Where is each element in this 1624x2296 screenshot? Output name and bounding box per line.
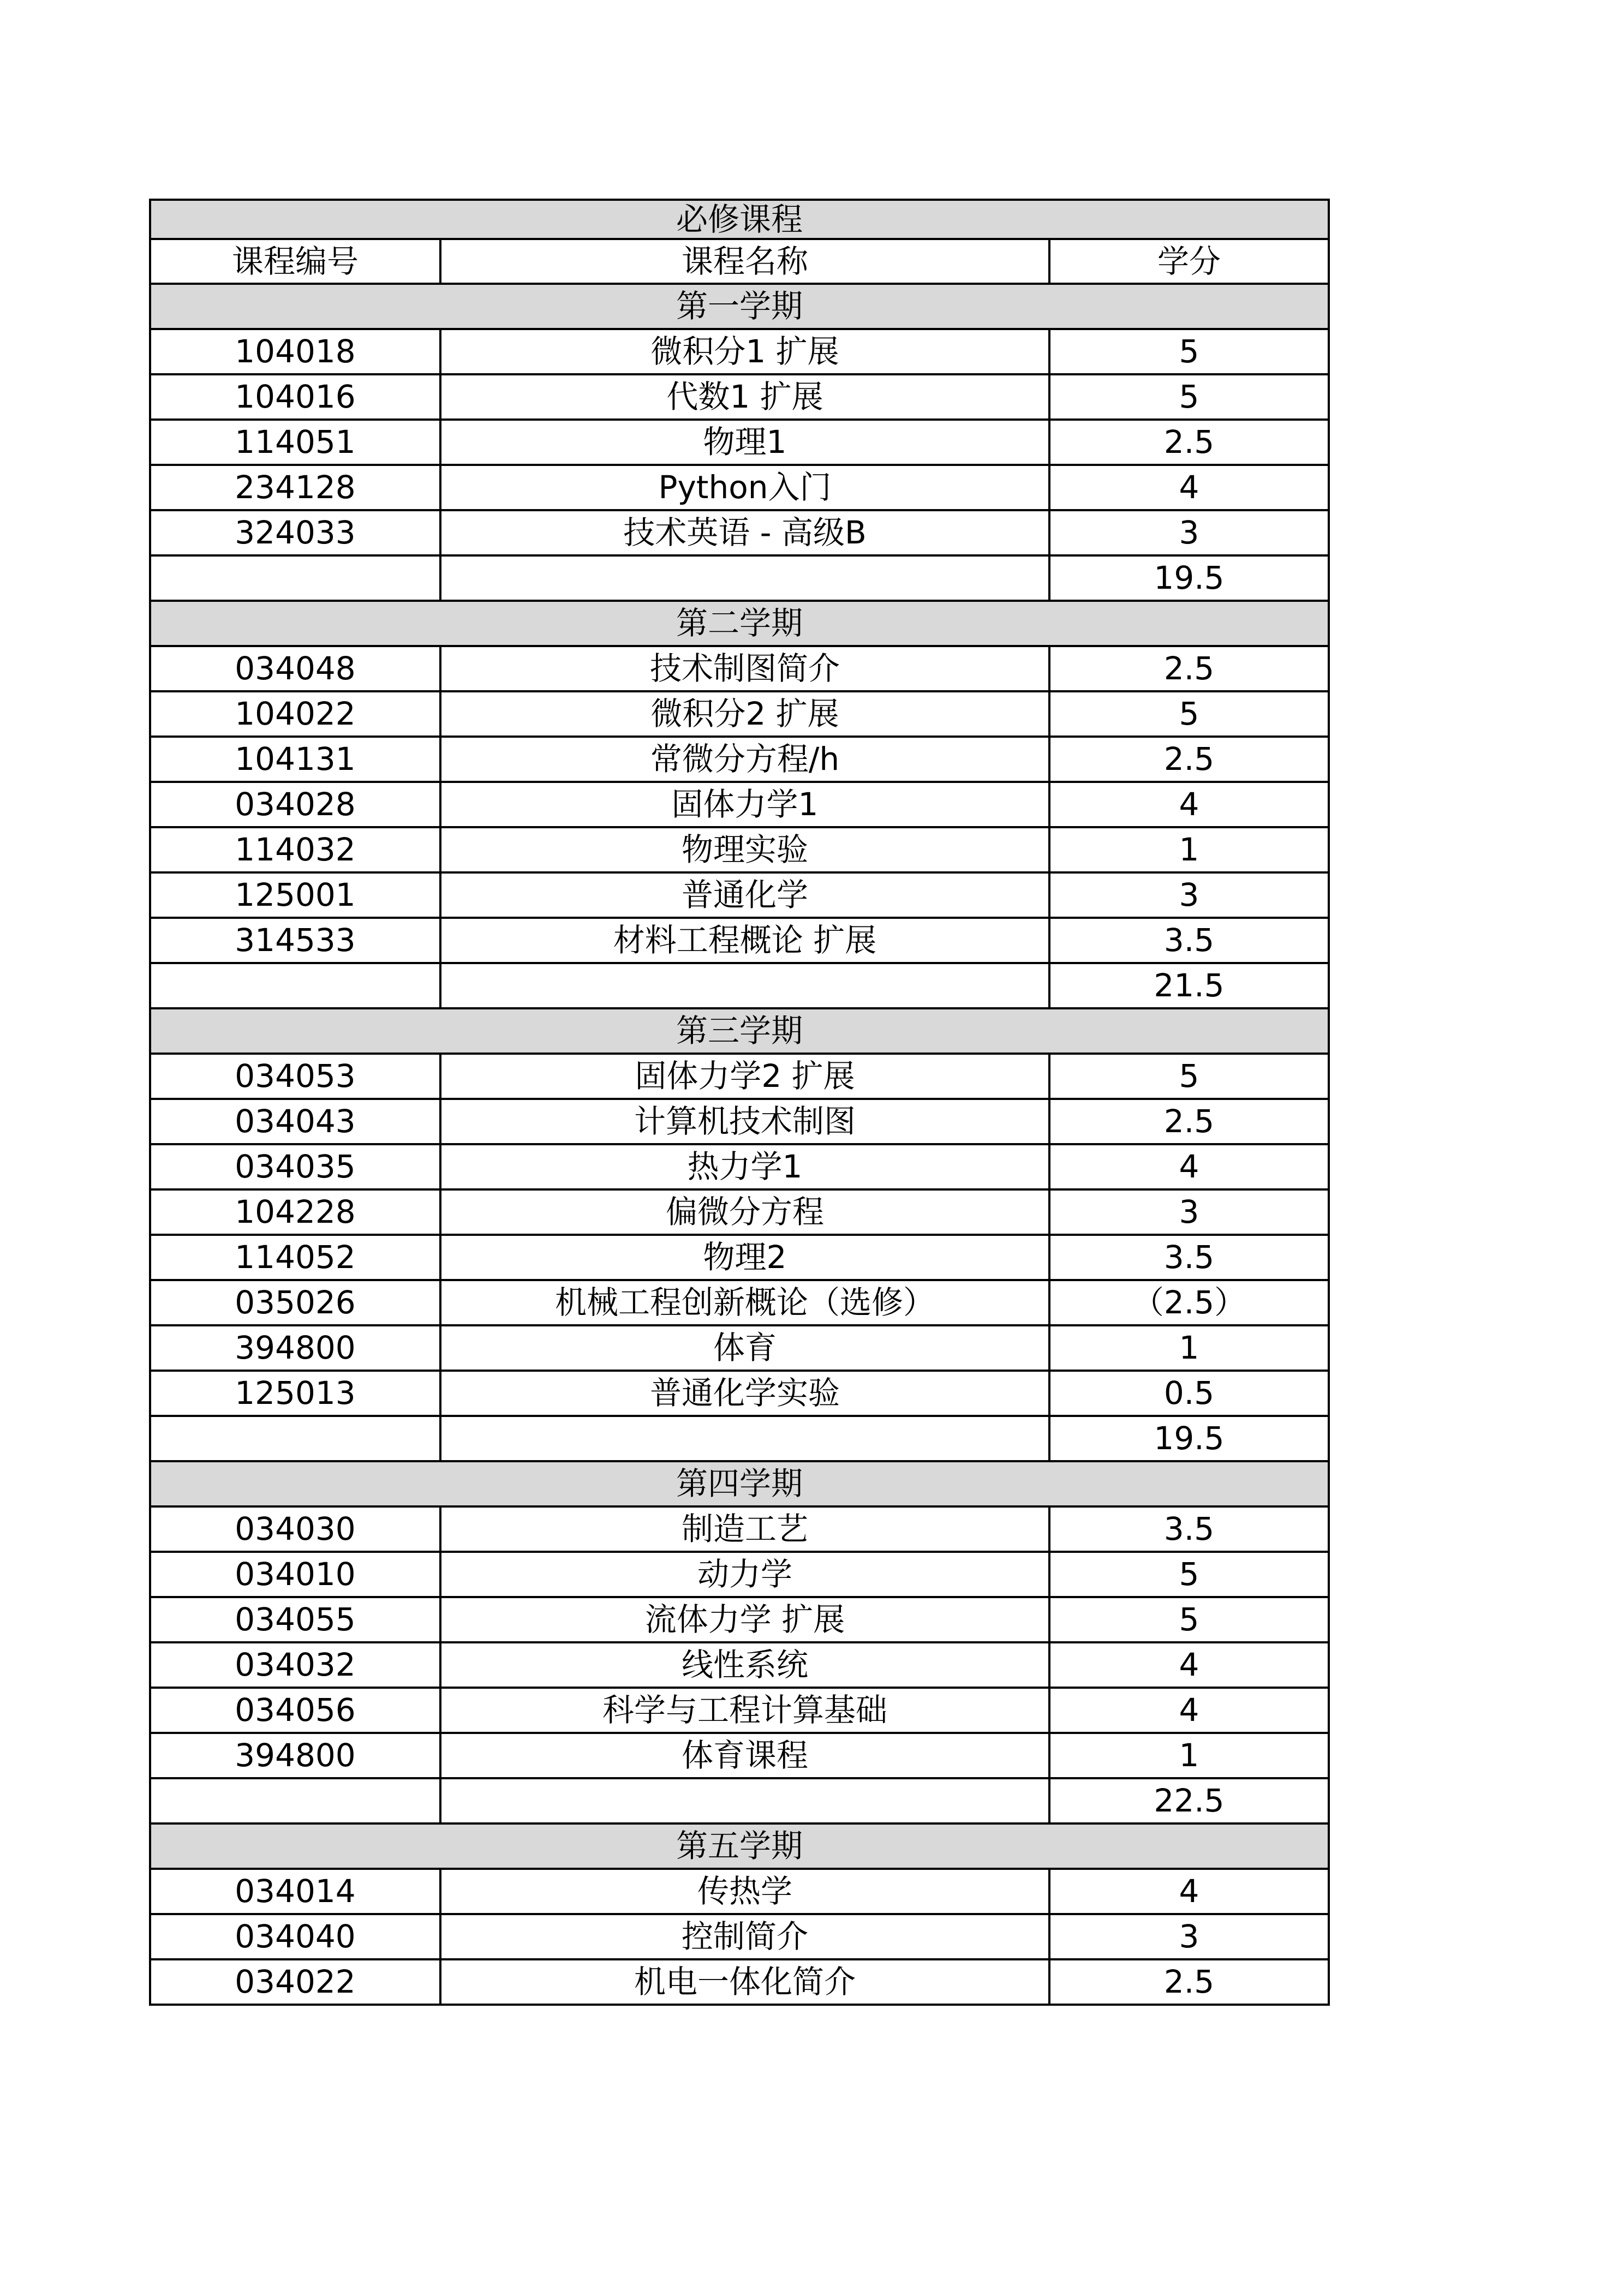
course-name: 体育	[440, 1325, 1049, 1371]
credits: 1	[1049, 1325, 1329, 1371]
table-row	[150, 1733, 1329, 1778]
course-name: 技术制图简介	[440, 646, 1049, 691]
table-row	[150, 1959, 1329, 2005]
credits: 5	[1049, 691, 1329, 737]
semester-header-row	[150, 284, 1329, 329]
course-name: 物理1	[440, 420, 1049, 465]
course-code: 314533	[150, 918, 440, 963]
course-name: 体育课程	[440, 1733, 1049, 1778]
credits: 2.5	[1049, 1099, 1329, 1144]
table-row	[150, 1280, 1329, 1325]
table-row	[150, 1099, 1329, 1144]
table-row	[150, 1235, 1329, 1280]
semester-total-row	[150, 963, 1329, 1008]
course-table-body	[150, 200, 1329, 2005]
semester-name: 第五学期	[150, 1823, 1329, 1869]
semester-total-credits: 21.5	[1049, 963, 1329, 1008]
header-course-name: 课程名称	[440, 239, 1049, 284]
table-row	[150, 1869, 1329, 1914]
course-name: 制造工艺	[440, 1506, 1049, 1552]
credits: 3	[1049, 1914, 1329, 1959]
course-name: 代数1 扩展	[440, 374, 1049, 420]
semester-name: 第四学期	[150, 1461, 1329, 1506]
credits: 3	[1049, 872, 1329, 918]
empty-cell	[440, 555, 1049, 601]
table-row	[150, 918, 1329, 963]
empty-cell	[150, 963, 440, 1008]
course-code: 104016	[150, 374, 440, 420]
credits: 5	[1049, 1054, 1329, 1099]
table-row	[150, 691, 1329, 737]
course-name: 控制简介	[440, 1914, 1049, 1959]
table-title-row	[150, 200, 1329, 239]
course-name: 计算机技术制图	[440, 1099, 1049, 1144]
credits: 5	[1049, 329, 1329, 374]
course-code: 034040	[150, 1914, 440, 1959]
course-name: 固体力学2 扩展	[440, 1054, 1049, 1099]
table-row	[150, 1325, 1329, 1371]
credits: 1	[1049, 827, 1329, 872]
credits: 1	[1049, 1733, 1329, 1778]
course-code: 114052	[150, 1235, 440, 1280]
course-name: 常微分方程/h	[440, 737, 1049, 782]
table-title: 必修课程	[150, 200, 1329, 239]
course-name: 普通化学	[440, 872, 1049, 918]
table-row	[150, 1642, 1329, 1688]
course-table	[149, 199, 1330, 2006]
credits: 4	[1049, 782, 1329, 827]
credits: 0.5	[1049, 1371, 1329, 1416]
table-row	[150, 329, 1329, 374]
empty-cell	[440, 1778, 1049, 1823]
table-row	[150, 1914, 1329, 1959]
semester-name: 第三学期	[150, 1008, 1329, 1054]
semester-total-credits: 22.5	[1049, 1778, 1329, 1823]
header-course-code: 课程编号	[150, 239, 440, 284]
table-row	[150, 1552, 1329, 1597]
table-row	[150, 1688, 1329, 1733]
course-code: 034032	[150, 1642, 440, 1688]
credits: 5	[1049, 374, 1329, 420]
semester-total-row	[150, 1416, 1329, 1461]
course-name: 材料工程概论 扩展	[440, 918, 1049, 963]
table-row	[150, 510, 1329, 555]
credits: 4	[1049, 1869, 1329, 1914]
course-code: 034022	[150, 1959, 440, 2005]
table-row	[150, 646, 1329, 691]
empty-cell	[440, 1416, 1049, 1461]
course-code: 324033	[150, 510, 440, 555]
credits: 4	[1049, 1144, 1329, 1189]
course-code: 104131	[150, 737, 440, 782]
credits: 5	[1049, 1597, 1329, 1642]
course-code: 034014	[150, 1869, 440, 1914]
course-code: 394800	[150, 1733, 440, 1778]
course-code: 034043	[150, 1099, 440, 1144]
credits: 4	[1049, 1688, 1329, 1733]
course-name: 流体力学 扩展	[440, 1597, 1049, 1642]
course-name: 动力学	[440, 1552, 1049, 1597]
course-code: 034056	[150, 1688, 440, 1733]
credits: 2.5	[1049, 646, 1329, 691]
semester-header-row	[150, 1008, 1329, 1054]
course-name: 微积分2 扩展	[440, 691, 1049, 737]
credits: 2.5	[1049, 1959, 1329, 2005]
credits: 3	[1049, 1189, 1329, 1235]
table-row	[150, 872, 1329, 918]
course-name: 技术英语 - 高级B	[440, 510, 1049, 555]
course-code: 034035	[150, 1144, 440, 1189]
course-code: 034053	[150, 1054, 440, 1099]
semester-name: 第一学期	[150, 284, 1329, 329]
course-name: 固体力学1	[440, 782, 1049, 827]
course-code: 234128	[150, 465, 440, 510]
course-name: 微积分1 扩展	[440, 329, 1049, 374]
empty-cell	[150, 555, 440, 601]
course-name: 线性系统	[440, 1642, 1049, 1688]
course-code: 034030	[150, 1506, 440, 1552]
credits: （2.5）	[1049, 1280, 1329, 1325]
table-row	[150, 827, 1329, 872]
credits: 3.5	[1049, 918, 1329, 963]
semester-total-row	[150, 1778, 1329, 1823]
course-code: 125013	[150, 1371, 440, 1416]
table-row	[150, 374, 1329, 420]
credits: 2.5	[1049, 420, 1329, 465]
course-code: 125001	[150, 872, 440, 918]
semester-total-row	[150, 555, 1329, 601]
course-code: 034010	[150, 1552, 440, 1597]
course-name: 传热学	[440, 1869, 1049, 1914]
course-code: 114051	[150, 420, 440, 465]
course-code: 104018	[150, 329, 440, 374]
empty-cell	[150, 1416, 440, 1461]
credits: 4	[1049, 465, 1329, 510]
table-row	[150, 1506, 1329, 1552]
credits: 2.5	[1049, 737, 1329, 782]
semester-total-credits: 19.5	[1049, 1416, 1329, 1461]
credits: 4	[1049, 1642, 1329, 1688]
course-code: 034055	[150, 1597, 440, 1642]
credits: 5	[1049, 1552, 1329, 1597]
semester-header-row	[150, 601, 1329, 646]
course-name: 物理2	[440, 1235, 1049, 1280]
course-name: 物理实验	[440, 827, 1049, 872]
table-row	[150, 737, 1329, 782]
credits: 3.5	[1049, 1506, 1329, 1552]
course-code: 394800	[150, 1325, 440, 1371]
table-row	[150, 465, 1329, 510]
table-row	[150, 1597, 1329, 1642]
course-name: 热力学1	[440, 1144, 1049, 1189]
course-name: Python入门	[440, 465, 1049, 510]
course-code: 114032	[150, 827, 440, 872]
header-credits: 学分	[1049, 239, 1329, 284]
course-code: 034048	[150, 646, 440, 691]
course-code: 035026	[150, 1280, 440, 1325]
table-row	[150, 1189, 1329, 1235]
course-name: 机械工程创新概论（选修）	[440, 1280, 1049, 1325]
course-code: 104022	[150, 691, 440, 737]
semester-total-credits: 19.5	[1049, 555, 1329, 601]
semester-name: 第二学期	[150, 601, 1329, 646]
course-code: 104228	[150, 1189, 440, 1235]
course-name: 偏微分方程	[440, 1189, 1049, 1235]
header-row	[150, 239, 1329, 284]
empty-cell	[150, 1778, 440, 1823]
credits: 3	[1049, 510, 1329, 555]
table-row	[150, 782, 1329, 827]
course-name: 科学与工程计算基础	[440, 1688, 1049, 1733]
empty-cell	[440, 963, 1049, 1008]
table-row	[150, 420, 1329, 465]
table-row	[150, 1144, 1329, 1189]
semester-header-row	[150, 1461, 1329, 1506]
course-name: 机电一体化简介	[440, 1959, 1049, 2005]
table-row	[150, 1371, 1329, 1416]
course-code: 034028	[150, 782, 440, 827]
credits: 3.5	[1049, 1235, 1329, 1280]
course-name: 普通化学实验	[440, 1371, 1049, 1416]
semester-header-row	[150, 1823, 1329, 1869]
table-row	[150, 1054, 1329, 1099]
